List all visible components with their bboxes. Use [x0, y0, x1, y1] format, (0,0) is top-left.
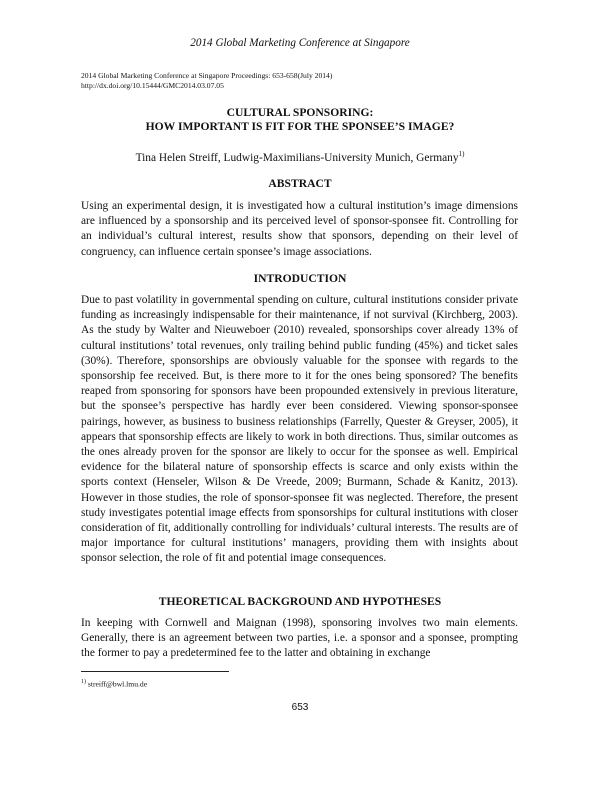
introduction-text: Due to past volatility in governmental spending on culture, cultural institutions consider private funding as increasingly indispensable for their maintenance, if not survival (Kirchberg, 2003). As the study by Walter and Nieuweboer (2010) revealed, sponsorships cover already 13% of cultural institutions’ total revenues, only trailing behind public funding (45%) and ticket sales (30%). Therefore, sponsorships are obviously valuable for the sponsee with regards to the sponsorship fee received. But, is there more to it for the ones being sponsored? The benefits reaped from sponsoring for sponsors have been propounded extensively in previous literature, but the sponsee’s perspective has hardly ever been considered. Viewing sponsor-sponsee pairings, however, as business to business relationships (Farrelly, Quester & Greyser, 2005), it appears that sponsorship effects are likely to work in both directions. Thus, similar outcomes as the ones already proven for the sponsor are likely to occur for the sponsee as well. Empirical evidence for the bilateral nature of sponsorship effects is scarce and only exists within the sports context (Henseler, Wilson & De Vreede, 2009; Burmann, Schade & Kanitz, 2013). However in those studies, the role of sponsor-sponsee fit was neglected. Therefore, the present study investigates potential image effects from sponsorships for cultural institutions with closer consideration of fit, additionally controlling for individuals’ cultural interests. The results are of major importance for cultural institutions’ managers, providing them with insights about sponsor selection, the role of fit and potential image consequences. [81, 294, 518, 565]
doi-line: http://dx.doi.org/10.15444/GMC2014.03.07.05 [81, 81, 224, 91]
footnote [81, 679, 147, 689]
proceedings-line: 2014 Global Marketing Conference at Singapore Proceedings: 653-658(July 2014) [81, 71, 333, 80]
footnote-divider [81, 671, 229, 672]
abstract-text: Using an experimental design, it is investigated how a cultural institution’s image dimensions are influenced by a sponsorship and its perceived level of sponsor-sponsee fit. Controlling for an individual’s cultural interest, results show that sponsors, depending on their level of congruency, can influence certain sponsee’s image associations. [81, 200, 518, 258]
author-text: Tina Helen Streiff, Ludwig-Maximilians-University Munich, Germany [135, 151, 459, 164]
paper-title [0, 106, 600, 134]
footnote-email: streiff@bwl.lmu.de [87, 679, 148, 689]
title-line-1: CULTURAL SPONSORING: [226, 106, 374, 119]
abstract-heading: ABSTRACT [268, 177, 332, 190]
theory-heading: THEORETICAL BACKGROUND AND HYPOTHESES [158, 595, 442, 608]
title-line-2: HOW IMPORTANT IS FIT FOR THE SPONSEE’S IMAGE? [145, 120, 455, 133]
theory-text: In keeping with Cornwell and Maignan (1998), sponsoring involves two main elements. Generally, there is an agreement between two parties, i.e. a sponsor and a sponsee, prompting the former to pay a predetermined fee to the latter and obtaining in exchange [81, 617, 518, 660]
footnote-mark: 1) [81, 679, 86, 685]
author-footnote-mark: 1) [458, 150, 465, 158]
running-header: 2014 Global Marketing Conference at Singapore [190, 37, 410, 49]
page-number: 653 [291, 702, 309, 713]
author-line [0, 150, 600, 164]
introduction-heading: INTRODUCTION [253, 272, 347, 285]
proceedings-info [81, 71, 332, 92]
